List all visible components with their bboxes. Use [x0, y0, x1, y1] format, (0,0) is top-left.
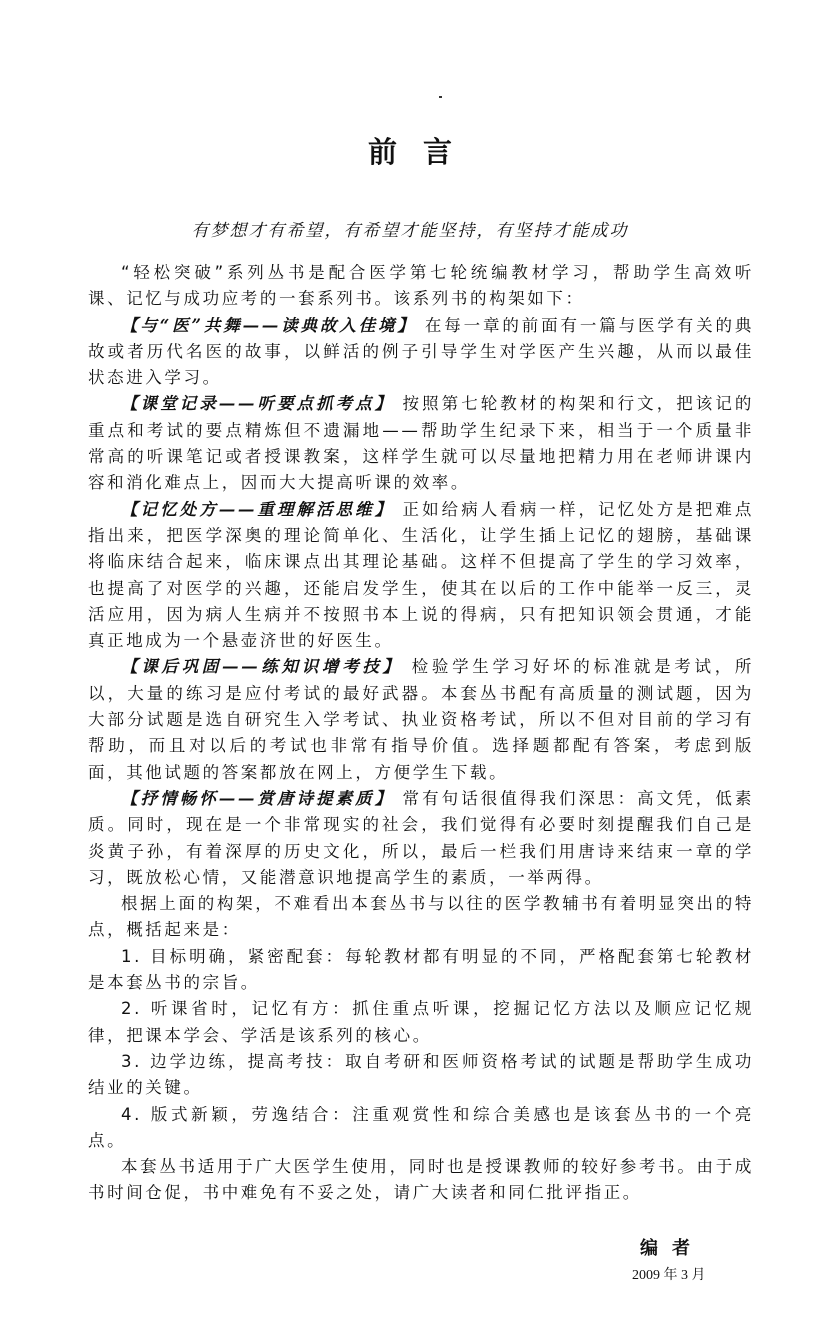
paragraph-text: 4. 版式新颖，劳逸结合：注重观赏性和综合美感也是该套丛书的一个亮点。 — [88, 1104, 754, 1150]
section-heading: 【记忆处方——重理解活思维】 — [121, 499, 395, 519]
paragraph-text: 正如给病人看病一样，记忆处方是把难点指出来，把医学深奥的理论简单化、生活化，让学生插上记忆的翅膀，基础课将临床结合起来，临床课点出其理论基础。这样不但提高了学生的学习效率，也提高了对医学的兴趣，还能启发学生，使其在以后的工作中能举一反三，灵活应用，因为病人生病并不按照书本上说的得病，只有把知识领会贯通，才能真正地成为一个悬壶济世的好医生。 — [88, 499, 754, 651]
paragraph — [88, 391, 754, 496]
paragraph-text: 本套丛书适用于广大医学生使用，同时也是授课教师的较好参考书。由于成书时间仓促，书中难免有不妥之处，请广大读者和同仁批评指正。 — [88, 1157, 754, 1203]
preface-content — [88, 260, 754, 1327]
signature: 编者 — [640, 1237, 704, 1259]
paragraph — [88, 996, 754, 1049]
date: 2009 年 3 月 — [632, 1267, 706, 1283]
preface-body — [88, 260, 754, 1207]
paragraph — [88, 786, 754, 891]
section-heading: 【课后巩固——练知识增考技】 — [121, 657, 403, 677]
paragraph-text: 根据上面的构架，不难看出本套丛书与以往的医学教辅书有着明显突出的特点，概括起来是： — [88, 894, 754, 940]
paragraph — [88, 1102, 754, 1155]
paragraph — [88, 1049, 754, 1102]
paragraph-text: “轻松突破”系列丛书是配合医学第七轮统编教材学习，帮助学生高效听课、记忆与成功应考的一套系列书。该系列书的构架如下： — [88, 263, 754, 309]
paragraph — [88, 313, 754, 392]
paragraph-text: 在每一章的前面有一篇与医学有关的典故或者历代名医的故事，以鲜活的例子引导学生对学医产生兴趣，从而以最佳状态进入学习。 — [88, 315, 754, 388]
paragraph-text: 3. 边学边练，提高考技：取自考研和医师资格考试的试题是帮助学生成功结业的关键。 — [88, 1051, 754, 1098]
page-title: 前言 — [367, 135, 478, 169]
paragraph — [88, 260, 754, 313]
section-heading: 【课堂记录——听要点抓考点】 — [121, 394, 395, 414]
paragraph-text: 2. 听课省时，记忆有方：抓住重点听课，挖掘记忆方法以及顺应记忆规律，把课本学会、学活是该系列的核心。 — [88, 999, 754, 1045]
paragraph — [88, 654, 754, 785]
paragraph — [88, 891, 754, 944]
paragraph — [88, 944, 754, 997]
scan-speck — [439, 96, 442, 98]
paragraph — [88, 497, 754, 655]
closing-block — [632, 1237, 754, 1287]
motto: 有梦想才有希望，有希望才能坚持，有坚持才能成功 — [191, 221, 629, 241]
paragraph — [88, 1154, 754, 1207]
section-heading: 【与“医”共舞——读典故入佳境】 — [121, 315, 417, 335]
paragraph-text: 按照第七轮教材的构架和行文，把该记的重点和考试的要点精炼但不遗漏地——帮助学生纪录下来，相当于一个质量非常高的听课笔记或者授课教案，这样学生就可以尽量地把精力用在老师讲课内容和消化难点上，因而大大提高听课的效率。 — [88, 394, 754, 493]
paragraph-text: 常有句话很值得我们深思：高文凭，低素质。同时，现在是一个非常现实的社会，我们觉得有必要时刻提醒我们自己是炎黄子孙，有着深厚的历史文化，所以，最后一栏我们用唐诗来结束一章的学习，既放松心情，又能潜意识地提高学生的素质，一举两得。 — [88, 788, 754, 887]
paragraph-text: 检验学生学习好坏的标准就是考试，所以，大量的练习是应付考试的最好武器。本套丛书配有高质量的测试题，因为大部分试题是选自研究生入学考试、执业资格考试，所以不但对目前的学习有帮助，而且对以后的考试也非常有指导价值。选择题都配有答案，考虑到版面，其他试题的答案都放在网上，方便学生下载。 — [88, 657, 755, 782]
section-heading: 【抒情畅怀——赏唐诗提素质】 — [121, 788, 395, 808]
paragraph-text: 1. 目标明确，紧密配套：每轮教材都有明显的不同，严格配套第七轮教材是本套丛书的宗旨。 — [88, 946, 754, 993]
